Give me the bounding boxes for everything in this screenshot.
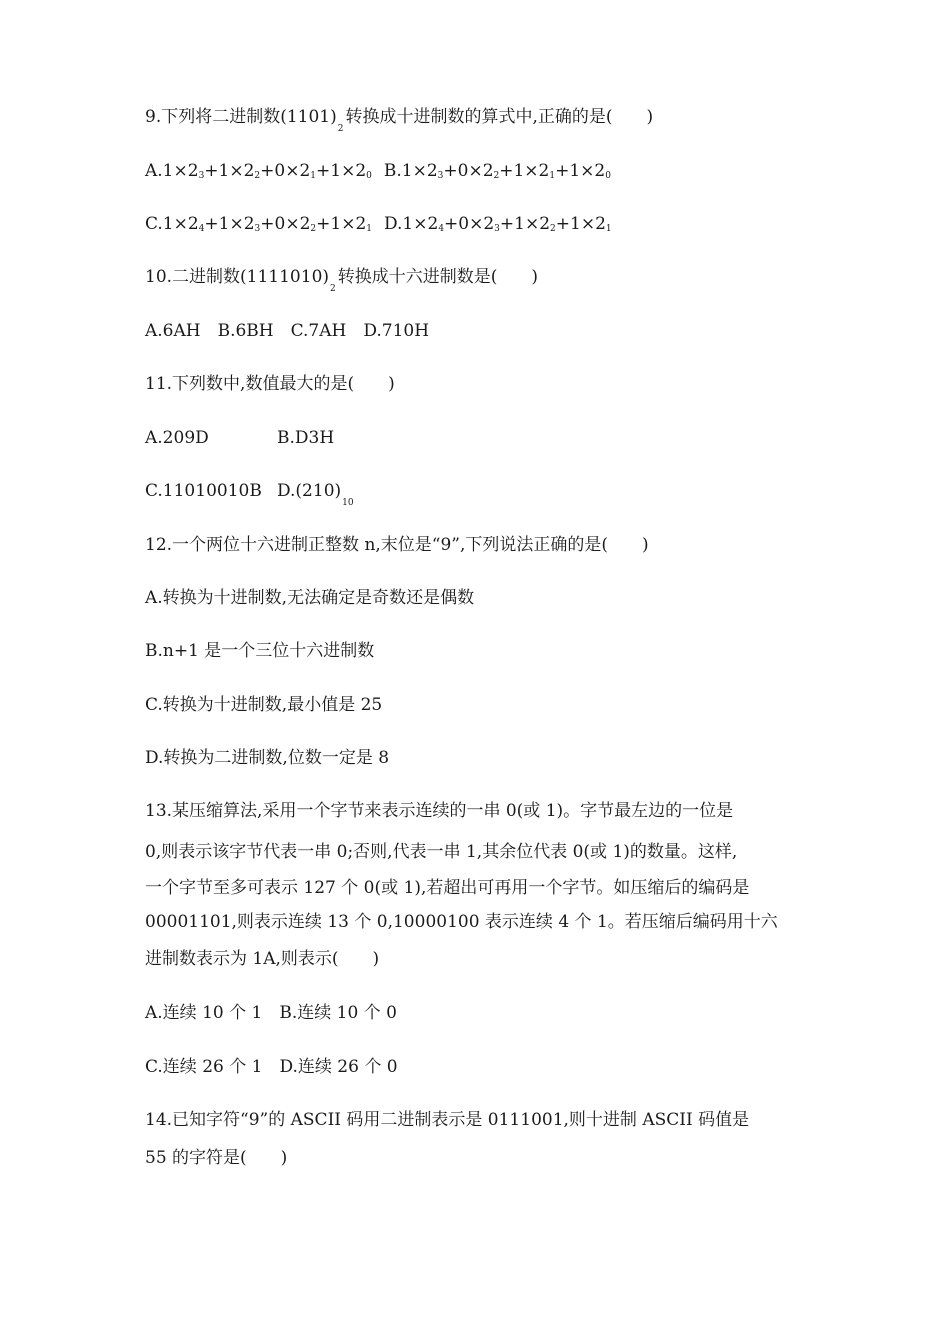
q9-term-base: B.1×2 xyxy=(383,161,438,181)
q9-stem-text-end: 转换成十进制数的算式中,正确的是( ) xyxy=(345,107,654,127)
q9-term-base: +1×2 xyxy=(499,214,551,234)
q9-term-exponent: 3 xyxy=(198,171,205,181)
q13-options-ab: A.连续 10 个 1 B.连续 10 个 0 xyxy=(145,1003,397,1023)
q10-stem xyxy=(145,266,538,300)
q11-stem: 11.下列数中,数值最大的是( ) xyxy=(145,374,395,394)
q9-term-exponent: 3 xyxy=(254,224,261,234)
q12-option-d: D.转换为二进制数,位数一定是 8 xyxy=(145,748,390,768)
q9-option-c xyxy=(145,214,372,234)
q13-options-cd: C.连续 26 个 1 D.连续 26 个 0 xyxy=(145,1057,398,1077)
q12-option-b: B.n+1 是一个三位十六进制数 xyxy=(145,641,375,661)
q9-term-base: C.1×2 xyxy=(145,214,199,234)
q9-term-base: +1×2 xyxy=(316,214,367,234)
q12-option-c: C.转换为十进制数,最小值是 25 xyxy=(145,695,383,715)
q9-term-exponent: 0 xyxy=(366,171,372,181)
q9-term-base: +0×2 xyxy=(260,161,311,181)
q9-term-base: +0×2 xyxy=(444,214,495,234)
q9-option-a xyxy=(145,161,372,181)
q9-term-base: +0×2 xyxy=(260,214,311,234)
q13-line-2: 0,则表示该字节代表一串 0;否则,代表一串 1,其余位代表 0(或 1)的数量。这样, xyxy=(145,842,738,862)
q11-option-a: A.209D xyxy=(145,428,209,448)
q9-stem xyxy=(145,106,653,140)
q10-stem-text: 10.二进制数(1111010) xyxy=(145,267,330,287)
q9-term-base: A.1×2 xyxy=(145,161,199,181)
q9-term-base: +1×2 xyxy=(204,214,255,234)
q13-line-3: 一个字节至多可表示 127 个 0(或 1),若超出可再用一个字节。如压缩后的编码是 xyxy=(145,878,750,898)
q14-line-2: 55 的字符是( ) xyxy=(145,1148,288,1168)
q9-options-ab xyxy=(145,160,611,187)
q11-options-cd xyxy=(145,480,356,514)
q9-term-exponent: 3 xyxy=(494,224,500,234)
q13-line-1: 13.某压缩算法,采用一个字节来表示连续的一串 0(或 1)。字节最左边的一位是 xyxy=(145,801,734,821)
q9-term-exponent: 2 xyxy=(550,224,556,234)
q10-stem-text-end: 转换成十六进制数是( ) xyxy=(337,267,539,287)
q9-term-exponent: 2 xyxy=(493,171,500,181)
q13-line-4: 00001101,则表示连续 13 个 0,10000100 表示连续 4 个 1。若压缩后编码用十六 xyxy=(145,912,778,932)
q11-option-d-subscript: 10 xyxy=(342,498,354,508)
q9-term-exponent: 0 xyxy=(605,171,611,181)
q9-term-base: +1×2 xyxy=(316,161,367,181)
q10-stem-subscript: 2 xyxy=(330,284,336,294)
q9-term-exponent: 3 xyxy=(437,171,444,181)
q9-term-exponent: 1 xyxy=(366,224,372,234)
q11-options-ab xyxy=(145,427,334,449)
q14-line-1: 14.已知字符“9”的 ASCII 码用二进制表示是 0111001,则十进制 ASCII 码值是 xyxy=(145,1110,750,1130)
q9-stem-subscript: 2 xyxy=(337,124,344,134)
q9-term-exponent: 4 xyxy=(438,224,445,234)
q11-option-c: C.11010010B xyxy=(145,481,262,501)
q9-term-exponent: 2 xyxy=(254,171,261,181)
q9-term-base: +1×2 xyxy=(499,161,550,181)
q9-term-exponent: 1 xyxy=(605,224,612,234)
q9-term-exponent: 1 xyxy=(310,171,317,181)
q11-option-d: D.(210) xyxy=(277,481,342,501)
q10-options: A.6AH B.6BH C.7AH D.710H xyxy=(145,321,430,341)
q9-option-d xyxy=(384,214,612,234)
q9-term-base: +1×2 xyxy=(204,161,255,181)
q13-line-5: 进制数表示为 1A,则表示( ) xyxy=(145,949,380,969)
q12-stem: 12.一个两位十六进制正整数 n,末位是“9”,下列说法正确的是( ) xyxy=(145,535,649,555)
q11-option-b: B.D3H xyxy=(277,428,335,448)
q9-options-cd xyxy=(145,213,612,240)
q9-term-exponent: 2 xyxy=(310,224,317,234)
q9-term-base: +0×2 xyxy=(443,161,494,181)
q9-stem-text: 9.下列将二进制数(1101) xyxy=(145,107,337,127)
q9-term-exponent: 4 xyxy=(198,224,205,234)
q9-term-base: +1×2 xyxy=(555,161,606,181)
q9-term-base: D.1×2 xyxy=(384,214,439,234)
q12-option-a: A.转换为十进制数,无法确定是奇数还是偶数 xyxy=(145,588,475,608)
q9-option-b xyxy=(384,161,611,181)
q9-term-exponent: 1 xyxy=(549,171,556,181)
q9-term-base: +1×2 xyxy=(555,214,606,234)
